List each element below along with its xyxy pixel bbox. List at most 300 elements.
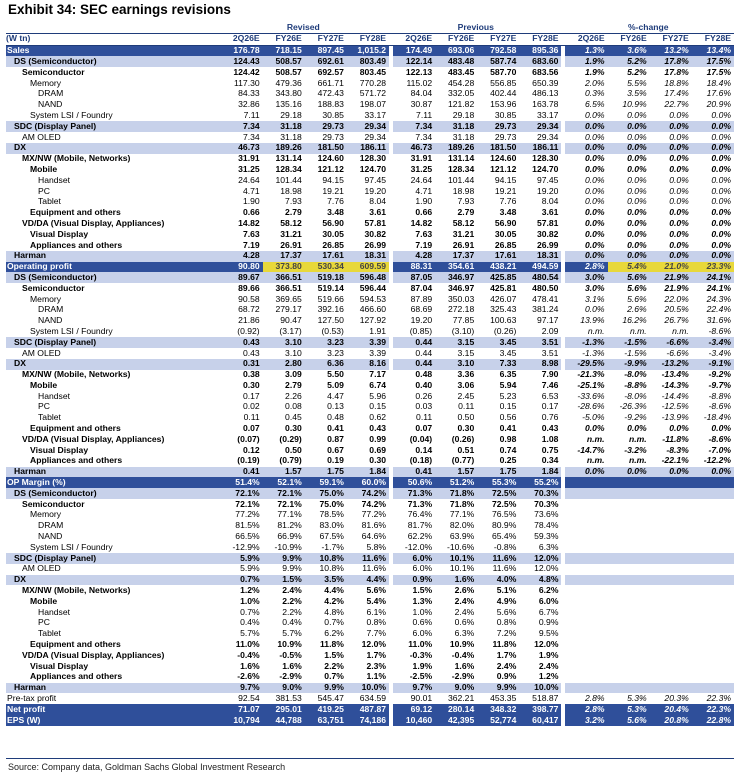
revised-value: (0.19) — [237, 455, 260, 466]
row-label: Equipment and others — [30, 639, 121, 650]
table-row — [6, 445, 734, 456]
row-label: VD/DA (Visual Display, Appliances) — [22, 434, 165, 444]
revised-value: 0.02 — [242, 401, 260, 412]
revised-value: 3.39 — [369, 347, 387, 358]
row-label: SDC (Display Panel) — [14, 121, 97, 131]
previous-value: 29.34 — [536, 121, 559, 131]
previous-value: 1.0% — [412, 607, 433, 617]
pct-change-value: 2.8% — [584, 261, 605, 272]
pct-change-value — [565, 553, 607, 564]
pct-change-value: 0.0% — [584, 153, 605, 164]
pct-change-value: -26.3% — [619, 401, 647, 412]
pct-change-value — [565, 607, 607, 618]
row-label: Tablet — [38, 628, 61, 639]
table-row — [6, 110, 734, 121]
pct-change-value — [565, 564, 607, 575]
previous-value: -2.9% — [451, 671, 475, 682]
previous-value: 0.56 — [499, 412, 517, 423]
pct-change-value: n.m. — [629, 434, 647, 444]
previous-value: 60,417 — [532, 715, 559, 725]
table-row — [6, 186, 734, 197]
table-row — [6, 370, 734, 381]
previous-value: 0.11 — [458, 401, 475, 412]
pct-change-value: 16.2% — [622, 315, 647, 326]
previous-value: 31.91 — [410, 153, 433, 164]
previous-value: 55.3% — [491, 477, 517, 488]
pct-change-value: -13.9% — [661, 412, 689, 423]
row-label: Appliances and others — [30, 455, 123, 466]
pct-change-value: 0.3% — [584, 88, 605, 99]
pct-change-value: -29.5% — [577, 358, 605, 369]
previous-value: 0.66 — [415, 207, 433, 218]
pct-change-value: -1.5% — [624, 337, 647, 347]
revised-value: 803.45 — [359, 67, 387, 77]
table-row — [6, 521, 734, 532]
revised-value: 770.28 — [359, 77, 387, 88]
pct-change-value — [650, 585, 692, 596]
pct-change-value — [608, 683, 650, 694]
revised-value: 0.07 — [242, 423, 260, 434]
pct-change-value: 0.0% — [627, 423, 647, 434]
table-row — [6, 413, 734, 424]
table-row — [6, 337, 734, 348]
pct-change-value: -6.6% — [666, 347, 689, 358]
table-row — [6, 218, 734, 229]
revised-value: 0.4% — [240, 617, 260, 628]
previous-value: 0.9% — [412, 574, 433, 585]
revised-value: 189.26 — [275, 142, 302, 153]
previous-value: 122.13 — [405, 67, 433, 77]
previous-value: 6.7% — [538, 607, 559, 617]
col-header: FY28E — [347, 33, 389, 45]
pct-change-value: 24.1% — [706, 272, 731, 282]
row-label: Tablet — [38, 412, 61, 423]
revised-value: 29.73 — [322, 131, 344, 142]
pct-change-value: 3.1% — [584, 293, 605, 304]
revised-value: 57.81 — [364, 218, 387, 228]
pct-change-value: 0.0% — [627, 164, 647, 174]
table-row — [6, 423, 734, 434]
revised-value: 1.5% — [282, 574, 302, 585]
revised-value: 77.2% — [235, 509, 260, 520]
revised-value: -0.4% — [237, 650, 260, 660]
pct-change-value — [608, 510, 650, 521]
pct-change-value: 0.0% — [669, 142, 689, 153]
revised-value: 7.63 — [242, 229, 260, 239]
revised-value: 0.7% — [324, 617, 344, 628]
row-label: MX/NW (Mobile, Networks) — [22, 369, 131, 380]
table-row — [6, 197, 734, 208]
pct-change-value: 0.0% — [669, 185, 689, 196]
previous-value: 11.8% — [492, 639, 517, 650]
previous-value: 0.98 — [499, 434, 517, 444]
previous-value: 31.18 — [452, 121, 475, 131]
pct-change-value: -9.7% — [708, 380, 731, 390]
row-label: Visual Display — [30, 661, 89, 671]
pct-change-value — [692, 607, 734, 618]
previous-value: 87.89 — [410, 293, 433, 304]
pct-change-value: 3.0% — [584, 283, 605, 293]
revised-value: 0.62 — [369, 412, 387, 423]
revised-value: 7.11 — [243, 110, 260, 120]
previous-value: 70.3% — [534, 488, 559, 498]
previous-value: 0.6% — [454, 617, 475, 628]
revised-value: 5.7% — [240, 628, 260, 639]
pct-change-value: -6.6% — [666, 337, 689, 347]
previous-value: 18.31 — [536, 250, 559, 261]
pct-change-value: 5.4% — [608, 262, 650, 273]
revised-value: 52.1% — [277, 477, 302, 488]
previous-value: 693.06 — [447, 45, 475, 56]
revised-value: 1.1% — [366, 671, 387, 682]
previous-value: 1.6% — [454, 574, 475, 585]
col-header: 2Q26E — [221, 33, 263, 45]
revised-value: 6.2% — [324, 628, 344, 639]
pct-change-value: 0.0% — [669, 218, 689, 228]
pct-change-value: 0.0% — [669, 131, 689, 142]
previous-value: 7.63 — [415, 229, 433, 239]
previous-value: 0.15 — [499, 401, 517, 412]
pct-change-value: 22.8% — [706, 715, 731, 725]
previous-value: 10.9% — [449, 639, 475, 650]
revised-value: 1.75 — [327, 466, 344, 477]
pct-change-value — [608, 542, 650, 553]
column-header-row — [6, 33, 734, 45]
previous-value: 51.2% — [449, 477, 475, 488]
pct-change-value — [565, 510, 607, 521]
revised-value: 68.72 — [238, 304, 260, 315]
revised-value: 1.91 — [369, 326, 387, 336]
pct-change-value: 2.0% — [584, 77, 605, 88]
pct-change-value: -8.6% — [708, 401, 731, 412]
revised-value: 186.11 — [360, 142, 387, 153]
previous-value: 50.6% — [407, 477, 433, 488]
previous-value: 5.1% — [496, 585, 517, 596]
pct-change-value — [608, 672, 650, 683]
previous-value: 62.2% — [407, 531, 433, 542]
previous-value: 2.45 — [457, 391, 475, 401]
previous-value: 454.28 — [447, 77, 475, 88]
pct-change-value: 1.3% — [584, 45, 605, 56]
pct-change-value: 0.0% — [627, 218, 647, 228]
previous-value: 1.08 — [541, 434, 559, 444]
revised-value: 0.30 — [369, 455, 387, 466]
pct-change-value: 0.0% — [711, 239, 731, 250]
previous-value: 11.6% — [492, 553, 517, 563]
pct-change-value: -3.4% — [708, 347, 731, 358]
previous-value: 3.51 — [541, 337, 559, 347]
revised-value: 31.25 — [238, 164, 260, 174]
previous-value: 17.37 — [452, 250, 475, 261]
table-row — [6, 262, 734, 273]
table-row — [6, 575, 734, 586]
pct-change-value — [692, 575, 734, 586]
pct-change-value: 0.0% — [627, 121, 647, 131]
previous-value: 7.19 — [415, 239, 433, 250]
revised-value: 6.74 — [369, 380, 387, 390]
pct-change-value: -5.0% — [582, 412, 605, 423]
revised-value: 29.18 — [280, 110, 302, 120]
row-label: Mobile — [30, 596, 58, 606]
pct-change-value: 0.0% — [711, 423, 731, 434]
pct-change-value: 17.6% — [706, 88, 731, 99]
revised-value: 26.99 — [364, 239, 387, 250]
row-label: VD/DA (Visual Display, Appliances) — [22, 218, 165, 228]
pct-change-value: 0.0% — [627, 110, 647, 120]
pct-change-value — [692, 683, 734, 694]
previous-value: 4.8% — [538, 574, 559, 585]
row-label: MX/NW (Mobile, Networks) — [22, 153, 131, 164]
row-label: NAND — [38, 315, 63, 326]
pct-change-value: 0.0% — [584, 466, 605, 477]
group-header-previous: Previous — [393, 22, 561, 33]
previous-value: 181.50 — [490, 142, 517, 153]
previous-value: 1.9% — [412, 661, 433, 671]
pct-change-value — [692, 629, 734, 640]
previous-value: 131.14 — [447, 153, 475, 164]
previous-value: 480.54 — [532, 272, 559, 282]
previous-value: 1.75 — [499, 466, 517, 477]
previous-value: 3.10 — [457, 358, 475, 369]
revised-value: 0.43 — [242, 337, 260, 347]
revised-value: 8.16 — [369, 358, 387, 369]
pct-change-value: 13.9% — [580, 315, 605, 326]
revised-value: 33.17 — [364, 110, 387, 120]
revised-value: -2.6% — [237, 671, 260, 682]
row-label: Appliances and others — [30, 239, 123, 250]
table-row — [6, 402, 734, 413]
pct-change-value — [608, 596, 650, 607]
revised-value: 366.51 — [275, 272, 302, 282]
previous-value: 7.11 — [416, 110, 433, 120]
revised-value: 18.98 — [280, 185, 302, 196]
pct-change-value: 3.0% — [584, 272, 605, 282]
row-label: Semiconductor — [22, 67, 85, 77]
previous-value: 97.45 — [536, 175, 559, 185]
table-row — [6, 607, 734, 618]
table-row — [6, 121, 734, 132]
table-row — [6, 488, 734, 499]
table-row — [6, 553, 734, 564]
previous-value: -0.8% — [493, 542, 517, 552]
previous-value: 87.04 — [410, 283, 433, 293]
revised-value: 0.41 — [242, 466, 260, 477]
previous-value: 2.4% — [496, 661, 517, 671]
revised-value: 718.15 — [275, 45, 302, 56]
previous-value: 82.0% — [449, 520, 475, 531]
revised-value: 19.21 — [322, 185, 344, 196]
pct-change-value — [692, 521, 734, 532]
previous-value: 7.46 — [541, 380, 559, 390]
pct-change-value: -3.2% — [624, 445, 647, 455]
pct-change-value — [565, 531, 607, 542]
revised-value: 72.1% — [235, 499, 260, 509]
pct-change-value: 3.5% — [627, 88, 647, 99]
previous-value: 425.81 — [490, 283, 517, 293]
revised-value: 1.6% — [282, 661, 302, 671]
row-label: Memory — [30, 293, 62, 304]
row-label: Handset — [38, 607, 71, 617]
pct-change-value — [565, 575, 607, 586]
pct-change-value: -14.4% — [661, 391, 689, 401]
revised-value: 3.61 — [369, 207, 387, 218]
revised-value: 89.66 — [238, 283, 260, 293]
revised-value: 3.10 — [285, 347, 302, 358]
revised-value: 121.12 — [317, 164, 344, 174]
previous-value: 174.49 — [405, 45, 433, 56]
previous-value: 4.9% — [496, 596, 517, 606]
pct-change-value — [565, 499, 607, 510]
previous-value: 59.3% — [534, 531, 559, 542]
revised-value: 2.3% — [366, 661, 387, 671]
previous-value: 4.71 — [415, 185, 433, 196]
revised-value: 0.43 — [242, 347, 260, 358]
pct-change-value — [565, 477, 607, 488]
revised-value: 466.60 — [359, 304, 387, 315]
pct-change-value — [650, 661, 692, 672]
previous-value: (0.18) — [409, 455, 433, 466]
row-label: Visual Display — [30, 445, 89, 455]
revised-value: 124.43 — [233, 56, 260, 66]
previous-value: 30.05 — [494, 229, 517, 239]
row-label: DS (Semiconductor) — [14, 272, 97, 282]
previous-value: 8.98 — [541, 358, 559, 369]
table-row — [6, 143, 734, 154]
pct-change-value: n.m. — [586, 434, 605, 444]
pct-change-value: -7.0% — [708, 445, 731, 455]
previous-value: 483.45 — [447, 67, 475, 77]
previous-value: 3.15 — [457, 337, 475, 347]
revised-value: 0.19 — [327, 455, 344, 466]
previous-value: 69.12 — [410, 704, 433, 714]
pct-change-value: -14.3% — [661, 380, 689, 390]
revised-value: 545.47 — [317, 693, 344, 703]
revised-value: (0.53) — [321, 326, 344, 336]
col-header: FY28E — [519, 33, 561, 45]
revised-value: 5.6% — [366, 585, 387, 596]
revised-value: 124.42 — [233, 67, 260, 77]
pct-change-value — [692, 477, 734, 488]
revised-value: 472.43 — [317, 88, 344, 99]
revised-value: 0.87 — [327, 434, 344, 444]
pct-change-value: 21.9% — [664, 272, 689, 282]
pct-change-value: 18.4% — [706, 77, 731, 88]
previous-value: 3.45 — [499, 337, 517, 347]
previous-value: 0.03 — [415, 401, 433, 412]
pct-change-value — [650, 618, 692, 629]
previous-value: 354.61 — [447, 261, 475, 272]
revised-value: 32.86 — [238, 99, 260, 110]
pct-change-value: 0.0% — [584, 423, 605, 434]
previous-value: 280.14 — [447, 704, 475, 714]
revised-value: 6.36 — [327, 358, 344, 369]
pct-change-value: 0.0% — [627, 250, 647, 261]
previous-value: 5.23 — [499, 391, 517, 401]
previous-value: 128.30 — [532, 153, 559, 164]
pct-change-value: 10.9% — [622, 99, 647, 110]
revised-value: 3.23 — [327, 337, 344, 347]
pct-change-value: 0.0% — [584, 164, 605, 174]
pct-change-value: -12.2% — [703, 455, 731, 466]
pct-change-value — [650, 542, 692, 553]
previous-value: 19.20 — [410, 315, 433, 326]
previous-value: 3.36 — [457, 369, 475, 380]
revised-value: 131.14 — [275, 153, 302, 164]
revised-value: 0.08 — [285, 401, 302, 412]
previous-value: 6.0% — [538, 596, 559, 606]
revised-value: 1.5% — [324, 650, 344, 660]
revised-value: 10,794 — [233, 715, 260, 725]
pct-change-value: -11.8% — [662, 434, 689, 444]
pct-change-value: n.m. — [629, 455, 647, 466]
previous-value: 2.09 — [541, 326, 559, 336]
revised-value: 295.01 — [275, 704, 302, 714]
pct-change-value: 0.0% — [584, 121, 605, 131]
pct-change-value: -1.5% — [624, 347, 647, 358]
previous-value: 0.07 — [415, 423, 433, 434]
revised-value: 519.66 — [317, 293, 344, 304]
pct-change-value: 0.0% — [711, 218, 731, 228]
previous-value: 272.18 — [447, 304, 475, 315]
pct-change-value — [692, 672, 734, 683]
revised-value: -0.5% — [279, 650, 302, 660]
revised-value: 366.51 — [275, 283, 302, 293]
pct-change-value: 5.6% — [627, 272, 647, 282]
previous-value: 26.85 — [494, 239, 517, 250]
revised-value: 4.2% — [324, 596, 344, 606]
revised-value: 11.8% — [319, 639, 344, 650]
revised-value: 5.8% — [366, 542, 387, 552]
previous-value: 7.33 — [499, 358, 517, 369]
revised-value: 4.8% — [324, 607, 344, 617]
row-label: PC — [38, 185, 50, 196]
pct-change-value: 3.2% — [584, 715, 605, 725]
pct-change-value: 0.0% — [669, 239, 689, 250]
revised-value: 94.15 — [322, 175, 344, 185]
previous-value: 556.85 — [490, 77, 517, 88]
table-row — [6, 229, 734, 240]
pct-change-value — [565, 661, 607, 672]
previous-value: 518.87 — [532, 693, 559, 703]
pct-change-value — [565, 488, 607, 499]
previous-value: 2.4% — [454, 596, 475, 606]
table-row — [6, 510, 734, 521]
revised-value: 29.73 — [322, 121, 344, 131]
revised-value: 9.0% — [282, 682, 302, 693]
previous-value: 7.2% — [496, 628, 517, 639]
pct-change-value — [565, 521, 607, 532]
table-row — [6, 240, 734, 251]
row-label: Mobile — [30, 164, 58, 174]
revised-value: 75.0% — [319, 499, 344, 509]
revised-value: 135.16 — [275, 99, 302, 110]
revised-value: 373.80 — [263, 262, 305, 273]
pct-change-value: -8.3% — [666, 445, 689, 455]
pct-change-value — [565, 629, 607, 640]
pct-change-value: 20.5% — [664, 304, 689, 315]
revised-value: 3.23 — [327, 347, 344, 358]
row-label: Harman — [14, 250, 46, 261]
previous-value: 30.85 — [494, 110, 517, 120]
pct-change-value — [565, 585, 607, 596]
previous-value: 7.76 — [499, 196, 517, 207]
row-label: NAND — [38, 531, 63, 542]
previous-value: 71.8% — [449, 488, 475, 498]
pct-change-value: 0.0% — [584, 207, 605, 218]
row-label: DRAM — [38, 520, 64, 531]
table-row — [6, 618, 734, 629]
previous-value: 115.02 — [406, 77, 433, 88]
